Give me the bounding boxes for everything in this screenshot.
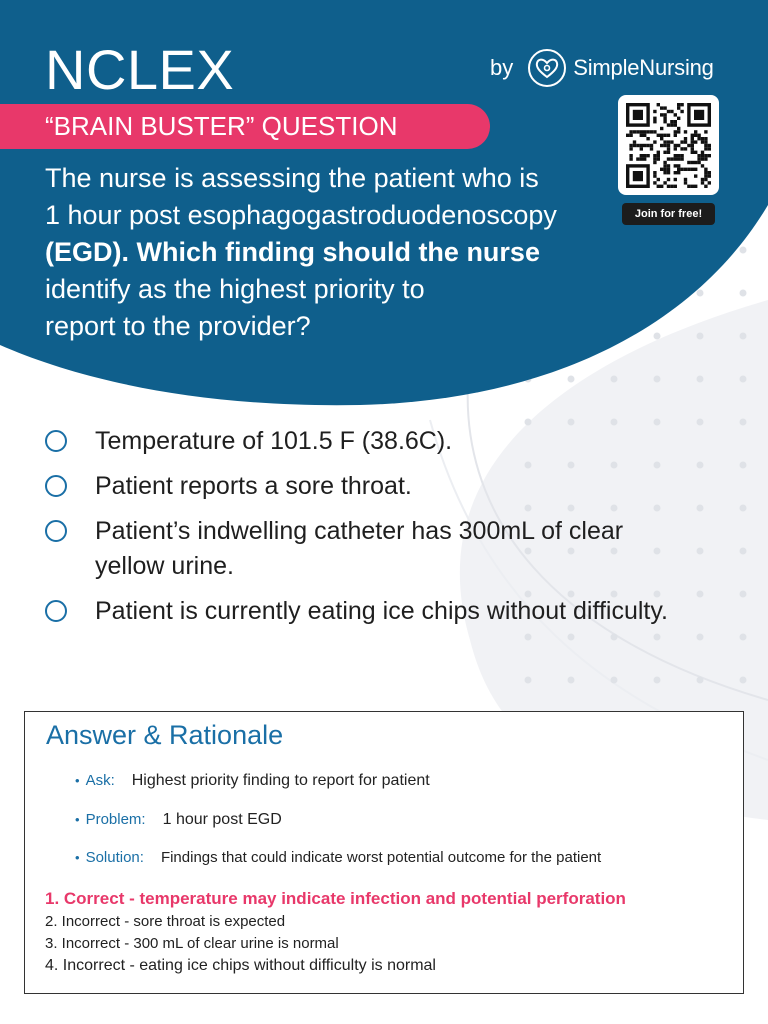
question-line: identify as the highest priority to xyxy=(45,274,425,304)
option-text: Temperature of 101.5 F (38.6C). xyxy=(95,427,453,455)
bullet-solution xyxy=(75,849,601,888)
answer-incorrect: 2. Incorrect - sore throat is expected xyxy=(45,913,286,930)
bullet-value: Findings that could indicate worst potential outcome for the patient xyxy=(160,849,602,866)
question-line: The nurse is assessing the patient who is xyxy=(45,163,539,193)
option-text: Patient reports a sore throat. xyxy=(95,472,412,500)
join-free-badge[interactable]: Join for free! xyxy=(622,203,715,225)
bullet-value: Highest priority finding to report for patient xyxy=(131,772,430,789)
option-text: Patient is currently eating ice chips without difficulty. xyxy=(95,597,668,625)
option-2[interactable] xyxy=(45,469,685,504)
rationale-bullets xyxy=(75,772,601,888)
answer-rationale-box xyxy=(24,711,744,994)
banner-label: “BRAIN BUSTER” QUESTION xyxy=(45,111,398,141)
question-line: 1 hour post esophagogastroduodenoscopy xyxy=(45,200,557,230)
radio-empty-icon[interactable] xyxy=(45,600,67,622)
rationale-title: Answer & Rationale xyxy=(46,720,284,750)
bullet-dot-icon: • xyxy=(75,850,80,865)
radio-empty-icon[interactable] xyxy=(45,520,67,542)
bullet-problem xyxy=(75,811,601,850)
page-title: NCLEX xyxy=(45,38,235,101)
bullet-label: Ask: xyxy=(85,772,115,789)
bullet-value: 1 hour post EGD xyxy=(162,810,282,828)
bullet-dot-icon: • xyxy=(75,773,80,788)
heart-stethoscope-icon xyxy=(527,48,567,88)
answer-incorrect: 3. Incorrect - 300 mL of clear urine is normal xyxy=(45,935,339,952)
answer-list xyxy=(45,887,735,977)
question-text xyxy=(45,160,645,345)
option-text: Patient’s indwelling catheter has 300mL of clear yellow urine. xyxy=(95,517,624,580)
option-3[interactable] xyxy=(45,514,685,584)
question-line-bold: (EGD). Which finding should the nurse xyxy=(45,237,540,267)
question-line: report to the provider? xyxy=(45,311,311,341)
radio-empty-icon[interactable] xyxy=(45,475,67,497)
answer-options xyxy=(45,424,685,639)
radio-empty-icon[interactable] xyxy=(45,430,67,452)
bullet-ask xyxy=(75,772,601,811)
brand[interactable] xyxy=(490,48,714,88)
brand-by-label: by xyxy=(490,55,514,80)
option-4[interactable] xyxy=(45,594,685,629)
brain-buster-banner xyxy=(0,104,490,149)
answer-correct: 1. Correct - temperature may indicate infection and potential perforation xyxy=(45,889,626,908)
bullet-label: Problem: xyxy=(85,810,146,828)
brand-name: SimpleNursing xyxy=(573,55,714,80)
bullet-label: Solution: xyxy=(85,849,144,866)
option-1[interactable] xyxy=(45,424,685,459)
bullet-dot-icon: • xyxy=(75,811,80,827)
answer-incorrect: 4. Incorrect - eating ice chips without difficulty is normal xyxy=(45,957,436,974)
